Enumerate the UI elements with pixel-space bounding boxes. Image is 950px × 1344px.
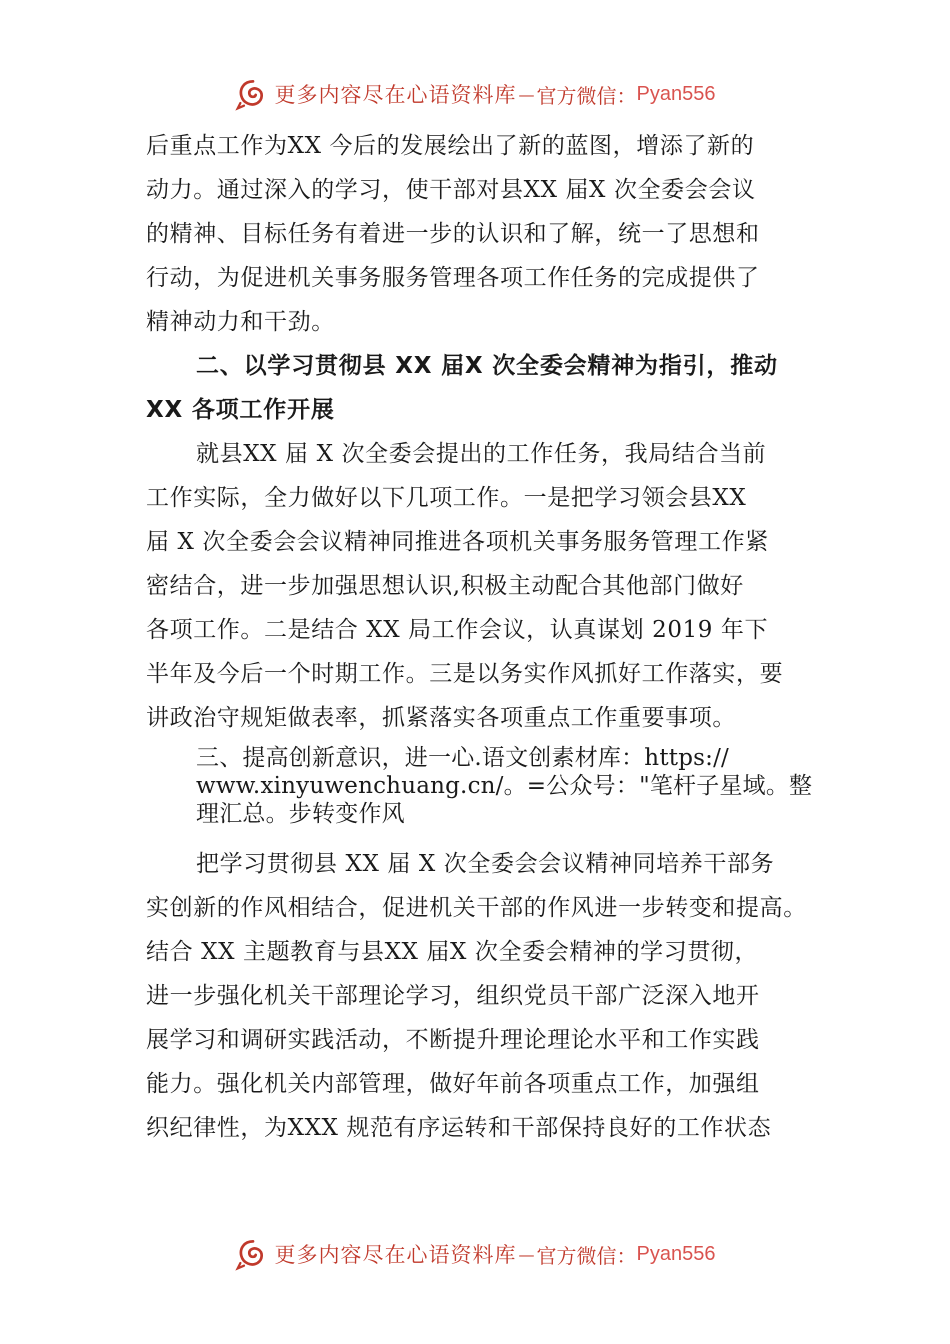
text-line: 的精神、目标任务有着进一步的认识和了解，统一了思想和 [146, 221, 760, 247]
watermark-brand-text: 更多内容尽在心语资料库 [274, 83, 517, 107]
text-line: 精神动力和干劲。 [146, 309, 335, 335]
watermark-wechat-label: 官方微信： [536, 1243, 637, 1268]
paragraph-3 [146, 842, 810, 1150]
heading-line: 二、以学习贯彻县 XX 届X 次全委会精神为指引，推动 [196, 353, 778, 379]
watermark-separator: — [518, 1244, 535, 1264]
text-line: 展学习和调研实践活动，不断提升理论理论水平和工作实践 [146, 1027, 760, 1053]
watermark-wechat-id: Pyan556 [636, 82, 716, 105]
text-line: 进一步强化机关干部理论学习，组织党员干部广泛深入地开 [146, 983, 760, 1009]
text-line: 实创新的作风相结合，促进机关干部的作风进一步转变和提高。 [146, 895, 807, 921]
document-body [146, 124, 813, 1150]
spiral-logo-icon [235, 76, 271, 112]
text-line: 织纪律性，为XXX 规范有序运转和干部保持良好的工作状态 [146, 1115, 772, 1141]
heading-line: www.xinyuwenchuang.cn/。=公众号："笔杆子星域。整 [196, 773, 813, 799]
text-line: 动力。通过深入的学习，使干部对县XX 届X 次全委会会议 [146, 177, 756, 203]
spiral-logo-icon [235, 1236, 271, 1272]
section-heading-3 [146, 744, 813, 828]
watermark-wechat-id: Pyan556 [636, 1242, 716, 1265]
text-line: 工作实际，全力做好以下几项工作。一是把学习领会县XX [146, 485, 747, 511]
paragraph-1 [146, 124, 810, 344]
watermark-brand-text: 更多内容尽在心语资料库 [274, 1243, 517, 1267]
text-line: 密结合，进一步加强思想认识,积极主动配合其他部门做好 [146, 573, 744, 599]
text-line: 半年及今后一个时期工作。三是以务实作风抓好工作落实，要 [146, 661, 784, 687]
heading-line: XX 各项工作开展 [146, 397, 335, 423]
text-line: 结合 XX 主题教育与县XX 届X 次全委会精神的学习贯彻， [146, 939, 759, 965]
text-line: 行动，为促进机关事务服务管理各项工作任务的完成提供了 [146, 265, 760, 291]
text-line: 能力。强化机关内部管理，做好年前各项重点工作，加强组 [146, 1071, 760, 1097]
text-line: 讲政治守规矩做表率，抓紧落实各项重点工作重要事项。 [146, 705, 736, 731]
header-watermark [0, 72, 950, 116]
text-line: 把学习贯彻县 XX 届 X 次全委会会议精神同培养干部务 [196, 851, 775, 877]
paragraph-2 [146, 432, 810, 740]
text-line: 各项工作。二是结合 XX 局工作会议，认真谋划 2019 年下 [146, 617, 769, 643]
text-line: 届 X 次全委会会议精神同推进各项机关事务服务管理工作紧 [146, 529, 769, 555]
heading-line: 理汇总。步转变作风 [196, 801, 405, 827]
watermark-wechat-label: 官方微信： [536, 83, 637, 108]
text-line: 后重点工作为XX 今后的发展绘出了新的蓝图，增添了新的 [146, 133, 755, 159]
watermark-separator: — [518, 84, 535, 104]
footer-watermark [0, 1232, 950, 1276]
text-line: 就县XX 届 X 次全委会提出的工作任务，我局结合当前 [196, 441, 767, 467]
section-heading-2 [146, 344, 810, 432]
heading-line: 三、提高创新意识，进一心.语文创素材库：https:// [196, 745, 729, 771]
